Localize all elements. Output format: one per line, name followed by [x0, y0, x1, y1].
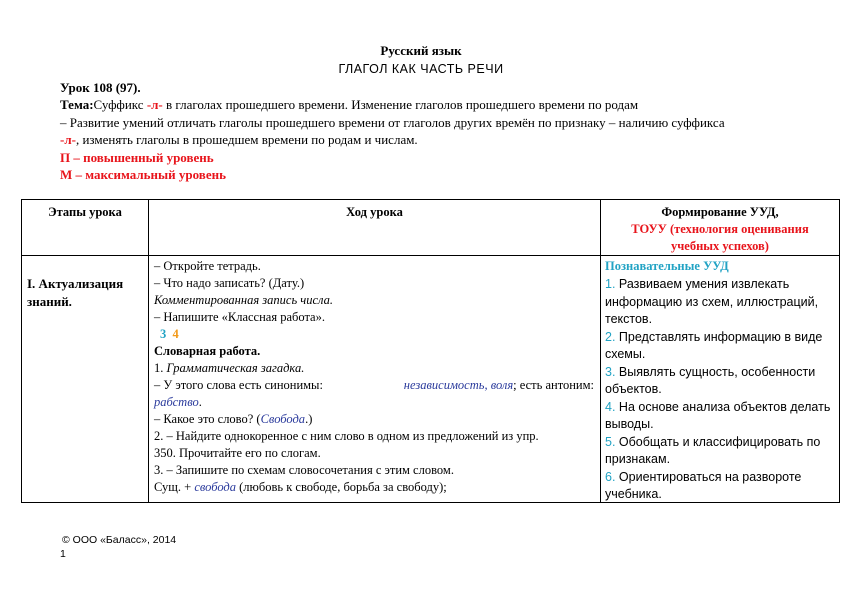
goal-text: , изменять глаголы в прошедшем времени по родам и числам.	[75, 132, 418, 147]
course-text: .)	[305, 412, 313, 426]
col-header-touu-2: учебных успехов)	[671, 239, 769, 253]
level-numbers	[160, 326, 179, 343]
table-border-header	[21, 255, 840, 256]
col-header-uud: Формирование УУД,	[661, 205, 779, 219]
stage-line1: I. Актуализация	[27, 276, 124, 291]
goal-suffix: -л-	[60, 132, 76, 147]
uud-text: Ориентироваться на развороте	[615, 470, 802, 484]
theme-label: Тема:	[60, 97, 94, 112]
col-header-touu: ТОУУ (технология оценивания	[631, 222, 809, 236]
answer-word: свобода	[194, 480, 237, 494]
table-border-top	[21, 199, 840, 200]
uud-item: текстов.	[605, 312, 653, 326]
uud-item	[605, 364, 815, 382]
uud-text: На основе анализа объектов делать	[615, 400, 831, 414]
course-text: (любовь к свободе, борьба за свободу);	[236, 480, 447, 494]
uud-item	[605, 329, 822, 347]
level-p: П – повышенный уровень	[60, 150, 214, 165]
course-line	[154, 377, 594, 394]
course-italic: Комментированная	[154, 293, 260, 307]
table-border-bottom	[21, 502, 840, 503]
course-italic: Грамматическая загадка.	[166, 361, 305, 375]
course-line	[154, 479, 447, 496]
footer-copyright: © ООО «Баласс», 2014	[62, 534, 177, 546]
level-m: М – максимальный уровень	[60, 167, 226, 182]
lesson-number: Урок 108 (97).	[60, 80, 141, 95]
uud-text: Выявлять сущность, особенности	[615, 365, 816, 379]
uud-text: Развиваем умения извлекать	[615, 277, 790, 291]
uud-item: объектов.	[605, 382, 662, 396]
uud-item: схемы.	[605, 347, 646, 361]
theme-suffix: -л-	[146, 97, 163, 112]
uud-item: признакам.	[605, 452, 671, 466]
lesson-theme	[60, 97, 638, 113]
course-line: – Что надо записать? (Дату.)	[154, 276, 305, 290]
course-text: – Какое это слово? (	[154, 412, 261, 426]
stage-line2: знаний.	[27, 294, 72, 309]
topic-title: ГЛАГОЛ КАК ЧАСТЬ РЕЧИ	[338, 62, 504, 76]
uud-title: Познавательные УУД	[605, 259, 729, 273]
level-number-3: 3	[160, 327, 167, 341]
uud-num: 3.	[605, 365, 616, 379]
answer-word: Свобода	[260, 412, 306, 426]
course-line	[154, 411, 312, 428]
uud-num: 6.	[605, 470, 616, 484]
uud-text: Представлять информацию в виде	[615, 330, 823, 344]
course-italic: запись числа.	[259, 293, 333, 307]
uud-item	[605, 276, 789, 294]
course-text: ; есть антоним:	[513, 378, 594, 392]
page-number: 1	[60, 548, 66, 560]
uud-text: Обобщать и классифицировать по	[615, 435, 821, 449]
col-header-stages: Этапы урока	[48, 205, 122, 219]
uud-item: учебника.	[605, 487, 662, 501]
course-line	[154, 292, 333, 309]
uud-num: 5.	[605, 435, 616, 449]
col-header-course: Ход урока	[346, 205, 403, 219]
uud-num: 1.	[605, 277, 616, 291]
uud-num: 4.	[605, 400, 616, 414]
course-line: – Напишите «Классная работа».	[154, 310, 325, 324]
uud-item	[605, 469, 801, 487]
course-line: 3. – Запишите по схемам словосочетания с этим словом.	[154, 463, 454, 477]
theme-text-a: Суффикс	[93, 97, 147, 112]
uud-item: информацию из схем, иллюстраций,	[605, 295, 819, 309]
synonyms: независимость, воля	[403, 378, 514, 392]
uud-num: 2.	[605, 330, 616, 344]
course-text: .	[198, 395, 202, 409]
course-line: 2. – Найдите однокоренное с ним слово в одном из предложений из упр.	[154, 429, 539, 443]
antonym: рабство	[154, 395, 199, 409]
table-border-left	[21, 199, 22, 503]
table-divider-1	[148, 199, 149, 503]
course-text: – У этого слова есть синонимы:	[154, 378, 323, 392]
uud-item	[605, 399, 830, 417]
course-line	[154, 394, 202, 411]
course-text: Сущ. +	[154, 480, 195, 494]
course-text: 1.	[154, 361, 167, 375]
lesson-goal-line2	[60, 132, 418, 148]
course-line: Словарная работа.	[154, 344, 261, 358]
uud-item	[605, 434, 820, 452]
table-border-right	[839, 199, 840, 503]
lesson-goal-line1: – Развитие умений отличать глаголы прошедшего времени от глаголов других времён по признаку – наличию суффикса	[60, 115, 725, 130]
course-line: 350. Прочитайте его по слогам.	[154, 446, 321, 460]
course-line: – Откройте тетрадь.	[154, 259, 261, 273]
level-number-4: 4	[172, 327, 179, 341]
uud-item: выводы.	[605, 417, 654, 431]
course-line	[154, 360, 304, 377]
theme-text-b: в глаголах прошедшего времени. Изменение глаголов прошедшего времени по родам	[162, 97, 639, 112]
subject-title: Русский язык	[380, 43, 462, 58]
